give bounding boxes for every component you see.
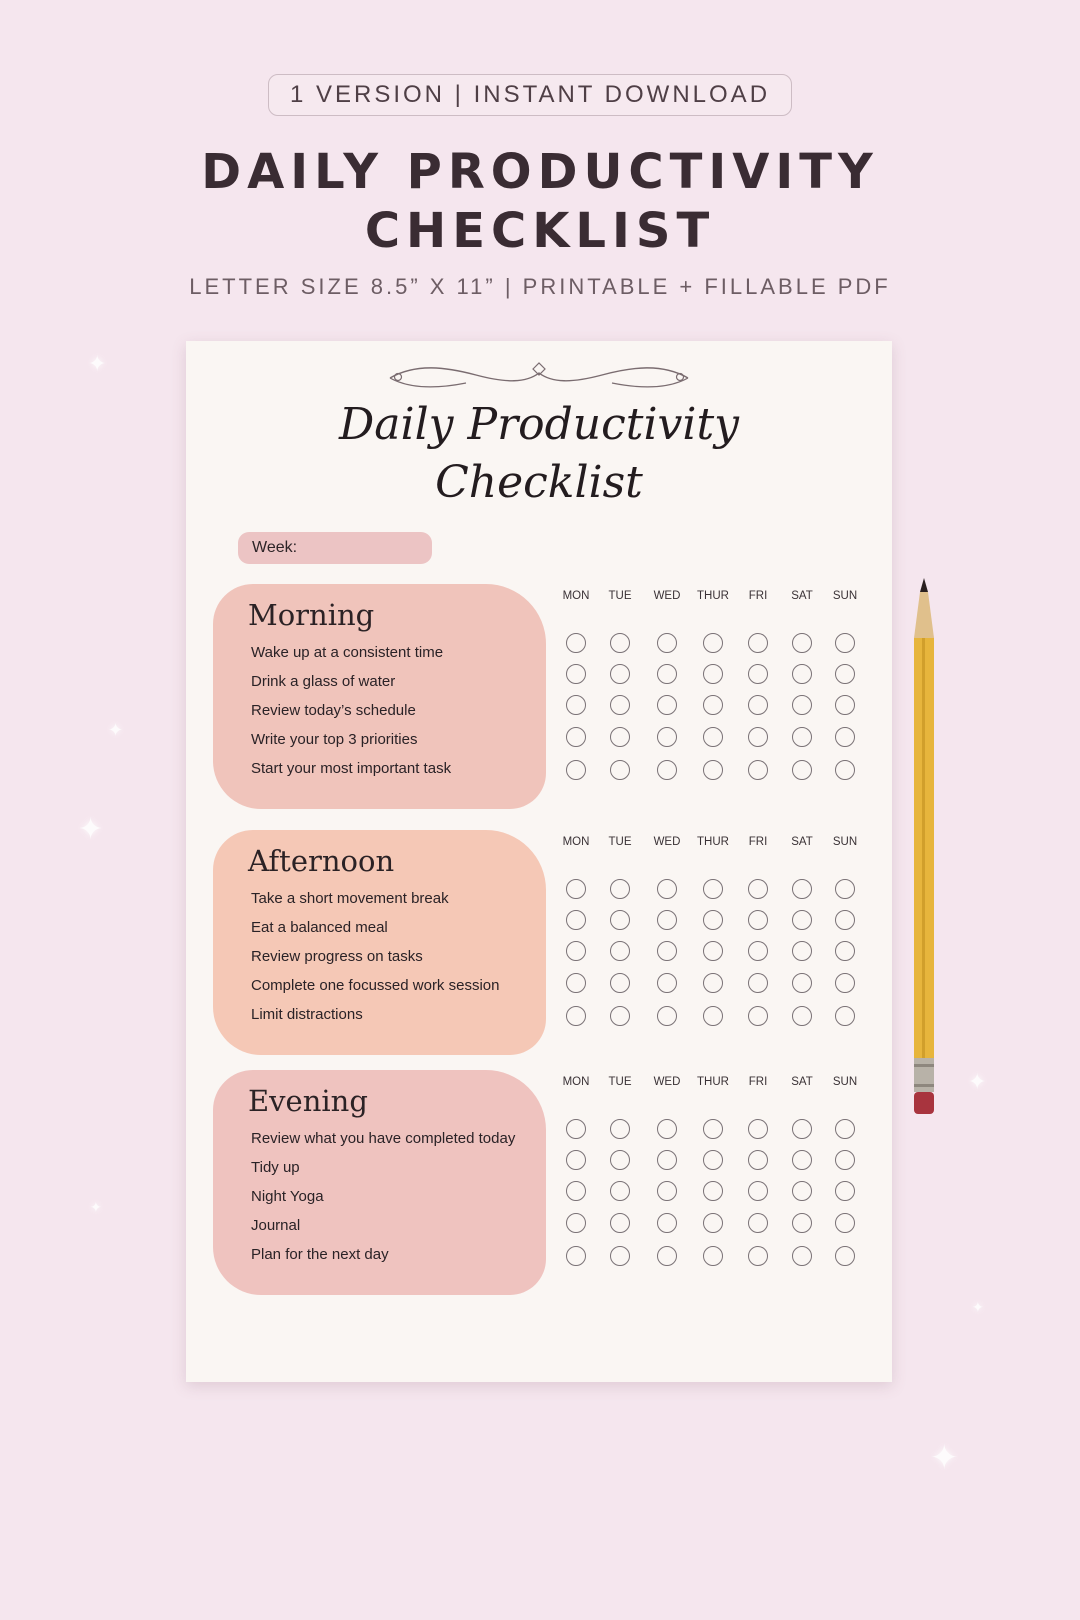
day-header: TUE (608, 836, 632, 848)
checkbox-circle[interactable] (657, 879, 677, 899)
checklist-item: Review today’s schedule (251, 702, 416, 719)
checkbox-circle[interactable] (703, 695, 723, 715)
day-header: WED (653, 1076, 681, 1088)
checkbox-circle[interactable] (657, 664, 677, 684)
checklist-item: Journal (251, 1217, 301, 1234)
checkbox-circle[interactable] (610, 941, 630, 961)
day-header: WED (653, 590, 681, 602)
checkbox-circle[interactable] (835, 1181, 855, 1201)
checkbox-circle[interactable] (657, 973, 677, 993)
checkbox-circle[interactable] (610, 879, 630, 899)
checkbox-circle[interactable] (566, 633, 586, 653)
checkbox-circle[interactable] (566, 1246, 586, 1266)
sparkle-decoration: ✦ (972, 1300, 984, 1316)
day-header: FRI (748, 1076, 768, 1088)
day-header: MON (562, 590, 590, 602)
checkbox-circle[interactable] (657, 760, 677, 780)
checkbox-circle[interactable] (566, 695, 586, 715)
checkbox-circle[interactable] (748, 1213, 768, 1233)
day-header: SUN (832, 590, 858, 602)
checkbox-circle[interactable] (566, 910, 586, 930)
checkbox-circle[interactable] (566, 941, 586, 961)
checkbox-circle[interactable] (566, 879, 586, 899)
checklist-item: Take a short movement break (251, 890, 449, 907)
checkbox-circle[interactable] (792, 695, 812, 715)
checkbox-circle[interactable] (792, 633, 812, 653)
checkbox-circle[interactable] (610, 1181, 630, 1201)
day-header: THUR (697, 1076, 729, 1088)
checkbox-circle[interactable] (566, 727, 586, 747)
checkbox-circle[interactable] (566, 1006, 586, 1026)
week-label: Week: (252, 539, 298, 556)
day-header: TUE (608, 1076, 632, 1088)
checkbox-circle[interactable] (610, 1119, 630, 1139)
checkbox-circle[interactable] (835, 1119, 855, 1139)
checklist-sheet (186, 341, 892, 1382)
checkbox-circle[interactable] (748, 1119, 768, 1139)
checkbox-circle[interactable] (835, 664, 855, 684)
pencil-illustration (910, 578, 938, 1140)
checkbox-circle[interactable] (566, 1119, 586, 1139)
checkbox-circle[interactable] (835, 1150, 855, 1170)
checkbox-circle[interactable] (703, 1246, 723, 1266)
day-header: SUN (832, 836, 858, 848)
checkbox-circle[interactable] (835, 879, 855, 899)
checkbox-circle[interactable] (703, 879, 723, 899)
checkbox-circle[interactable] (835, 1213, 855, 1233)
checkbox-circle[interactable] (792, 1006, 812, 1026)
checkbox-circle[interactable] (610, 695, 630, 715)
version-badge: 1 VERSION | INSTANT DOWNLOAD (268, 74, 792, 116)
sparkle-decoration: ✦ (90, 1200, 102, 1216)
day-header: SAT (791, 590, 813, 602)
checkbox-circle[interactable] (703, 633, 723, 653)
checkbox-circle[interactable] (657, 1213, 677, 1233)
checkbox-circle[interactable] (610, 664, 630, 684)
checklist-item: Start your most important task (251, 760, 452, 777)
checkbox-circle[interactable] (835, 1006, 855, 1026)
checkbox-circle[interactable] (835, 727, 855, 747)
checklist-item: Eat a balanced meal (251, 919, 388, 936)
day-header: FRI (748, 590, 768, 602)
checkbox-circle[interactable] (748, 910, 768, 930)
checkbox-circle[interactable] (703, 910, 723, 930)
checkbox-circle[interactable] (610, 910, 630, 930)
checklist-item: Tidy up (251, 1159, 300, 1176)
checkbox-circle[interactable] (748, 941, 768, 961)
checkbox-circle[interactable] (792, 1119, 812, 1139)
checklist-item: Write your top 3 priorities (251, 731, 418, 748)
checkbox-circle[interactable] (610, 727, 630, 747)
checkbox-circle[interactable] (792, 1181, 812, 1201)
sparkle-decoration: ✦ (78, 812, 104, 847)
sparkle-decoration: ✦ (968, 1070, 987, 1095)
day-header: TUE (608, 590, 632, 602)
checkbox-circle[interactable] (703, 664, 723, 684)
checklist-item: Review what you have completed today (251, 1130, 516, 1147)
sheet-title-line1: Daily Productivity (339, 399, 739, 450)
checkbox-circle[interactable] (792, 910, 812, 930)
day-header: FRI (748, 836, 768, 848)
section-title: Morning (248, 598, 375, 632)
checkbox-circle[interactable] (703, 1150, 723, 1170)
checkbox-circle[interactable] (703, 941, 723, 961)
checkbox-circle[interactable] (792, 1150, 812, 1170)
checkbox-circle[interactable] (748, 1246, 768, 1266)
day-header: THUR (697, 836, 729, 848)
week-field[interactable] (238, 532, 432, 564)
checklist-item: Night Yoga (251, 1188, 324, 1205)
day-header: MON (562, 836, 590, 848)
checkbox-circle[interactable] (657, 1119, 677, 1139)
checkbox-circle[interactable] (748, 727, 768, 747)
checkbox-circle[interactable] (748, 633, 768, 653)
checkbox-circle[interactable] (792, 973, 812, 993)
checklist-item: Limit distractions (251, 1006, 363, 1023)
section-morning (186, 584, 892, 814)
checkbox-circle[interactable] (610, 1150, 630, 1170)
checkbox-circle[interactable] (610, 633, 630, 653)
checkbox-circle[interactable] (835, 695, 855, 715)
checkbox-circle[interactable] (657, 910, 677, 930)
checkbox-circle[interactable] (748, 695, 768, 715)
day-header: THUR (697, 590, 729, 602)
sheet-title-line2: Checklist (435, 457, 643, 508)
checkbox-circle[interactable] (835, 760, 855, 780)
checkbox-circle[interactable] (703, 1006, 723, 1026)
checkbox-circle[interactable] (657, 1181, 677, 1201)
flourish-ornament (386, 361, 692, 395)
section-afternoon (186, 830, 892, 1060)
checkbox-circle[interactable] (703, 1181, 723, 1201)
checkbox-circle[interactable] (748, 664, 768, 684)
checkbox-circle[interactable] (657, 633, 677, 653)
checkbox-circle[interactable] (792, 664, 812, 684)
section-evening (186, 1070, 892, 1300)
sparkle-decoration: ✦ (88, 352, 107, 377)
checklist-item: Complete one focussed work session (251, 977, 500, 994)
checkbox-circle[interactable] (748, 1150, 768, 1170)
checkbox-circle[interactable] (748, 760, 768, 780)
checkbox-circle[interactable] (835, 941, 855, 961)
checkbox-circle[interactable] (657, 1246, 677, 1266)
checkbox-circle[interactable] (657, 1150, 677, 1170)
day-header: MON (562, 1076, 590, 1088)
checkbox-circle[interactable] (566, 973, 586, 993)
checkbox-circle[interactable] (748, 879, 768, 899)
checkbox-circle[interactable] (566, 1213, 586, 1233)
checkbox-circle[interactable] (835, 1246, 855, 1266)
checkbox-circle[interactable] (610, 1213, 630, 1233)
checkbox-circle[interactable] (610, 760, 630, 780)
checkbox-circle[interactable] (610, 1006, 630, 1026)
checkbox-circle[interactable] (703, 1119, 723, 1139)
checklist-item: Plan for the next day (251, 1246, 389, 1263)
section-title: Evening (248, 1084, 368, 1118)
checkbox-circle[interactable] (566, 1181, 586, 1201)
checkbox-circle[interactable] (792, 1246, 812, 1266)
checkbox-circle[interactable] (835, 633, 855, 653)
checkbox-circle[interactable] (835, 973, 855, 993)
checklist-item: Wake up at a consistent time (251, 644, 444, 661)
checkbox-circle[interactable] (792, 760, 812, 780)
day-header: SAT (791, 836, 813, 848)
checkbox-circle[interactable] (792, 941, 812, 961)
checkbox-circle[interactable] (792, 727, 812, 747)
sparkle-decoration: ✦ (108, 720, 124, 741)
checkbox-circle[interactable] (703, 973, 723, 993)
product-subtitle: LETTER SIZE 8.5” X 11” | PRINTABLE + FILLABLE PDF (189, 274, 891, 299)
checkbox-circle[interactable] (703, 1213, 723, 1233)
section-title: Afternoon (248, 844, 395, 878)
sparkle-decoration: ✦ (930, 1438, 959, 1478)
product-title-line2: CHECKLIST (364, 203, 716, 259)
checkbox-circle[interactable] (657, 727, 677, 747)
day-header: SAT (791, 1076, 813, 1088)
checklist-item: Drink a glass of water (251, 673, 396, 690)
checkbox-circle[interactable] (657, 695, 677, 715)
checkbox-circle[interactable] (748, 973, 768, 993)
checklist-item: Review progress on tasks (251, 948, 423, 965)
checkbox-circle[interactable] (566, 1150, 586, 1170)
checkbox-circle[interactable] (657, 941, 677, 961)
day-header: WED (653, 836, 681, 848)
checkbox-circle[interactable] (566, 760, 586, 780)
checkbox-circle[interactable] (566, 664, 586, 684)
checkbox-circle[interactable] (748, 1006, 768, 1026)
checkbox-circle[interactable] (835, 910, 855, 930)
day-header: SUN (832, 1076, 858, 1088)
checkbox-circle[interactable] (703, 727, 723, 747)
checkbox-circle[interactable] (792, 879, 812, 899)
checkbox-circle[interactable] (748, 1181, 768, 1201)
checkbox-circle[interactable] (610, 973, 630, 993)
checkbox-circle[interactable] (610, 1246, 630, 1266)
checkbox-circle[interactable] (657, 1006, 677, 1026)
checkbox-circle[interactable] (703, 760, 723, 780)
product-title-line1: DAILY PRODUCTIVITY (201, 144, 879, 200)
checkbox-circle[interactable] (792, 1213, 812, 1233)
